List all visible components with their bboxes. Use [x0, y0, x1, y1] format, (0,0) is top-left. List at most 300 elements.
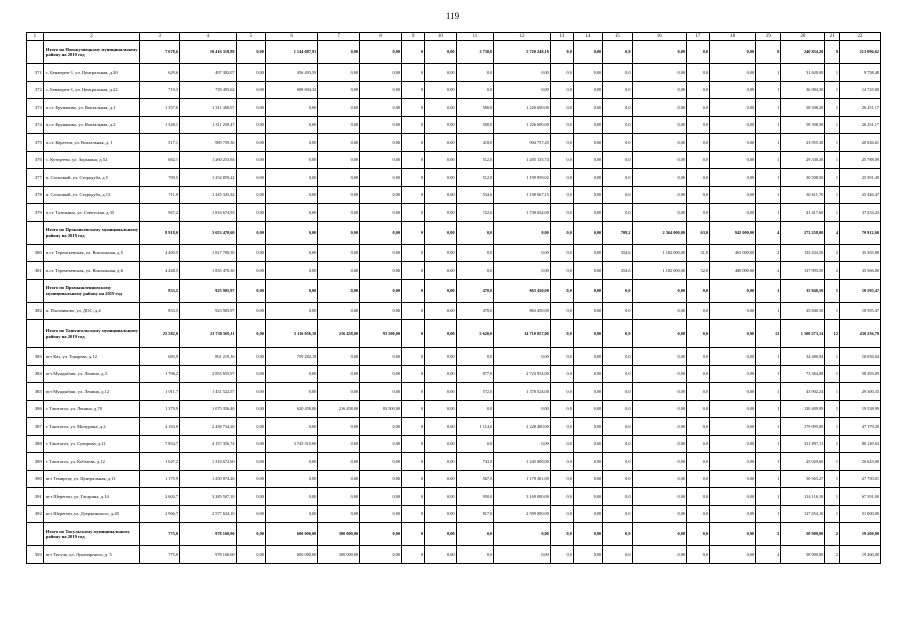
value-cell: 0,00 — [632, 523, 686, 546]
value-cell: 1 — [756, 279, 781, 302]
value-cell: 0,00 — [494, 523, 551, 546]
value-cell: 0,00 — [425, 400, 456, 418]
column-number: 16 — [632, 33, 686, 41]
value-cell: 1 260 253,94 — [179, 151, 236, 169]
value-cell: 50 563,27 — [781, 470, 825, 488]
column-number: 11 — [456, 33, 494, 41]
value-cell: 0,00 — [360, 244, 402, 262]
value-cell: 0,00 — [265, 221, 317, 244]
value-cell: 1 451 522,57 — [179, 383, 236, 401]
address-cell: п.ст. Ерунаково, ул. Вокзальная, д.2 — [43, 116, 139, 134]
value-cell: 0,00 — [632, 116, 686, 134]
address-cell: п.ст. Терентьевская, ул. Вокзальная, д.5 — [43, 244, 139, 262]
value-cell: 0,00 — [265, 418, 317, 436]
value-cell: 0,00 — [425, 64, 456, 82]
value-cell: 1 — [825, 64, 840, 82]
value-cell: 0,00 — [425, 81, 456, 99]
column-number: 2 — [43, 33, 139, 41]
value-cell: 3 285 507,10 — [179, 488, 236, 506]
value-cell: 0,00 — [573, 365, 602, 383]
value-cell: 331 897,11 — [781, 435, 825, 453]
value-cell: 2 — [756, 262, 781, 280]
value-cell: 0,00 — [318, 453, 360, 471]
row-index: 378 — [27, 186, 44, 204]
value-cell: 4 448,5 — [140, 262, 180, 280]
value-cell: 135 434,50 — [781, 244, 825, 262]
value-cell: 775,0 — [140, 523, 180, 546]
value-cell: 1 — [756, 383, 781, 401]
address-cell: п.ст. Керегеш, ул. Вокзальная, д. 1 — [43, 134, 139, 152]
value-cell: 0,0 — [550, 116, 573, 134]
value-cell: 2 602,7 — [140, 488, 180, 506]
value-cell: 0,00 — [494, 221, 551, 244]
value-cell: 709,5 — [140, 169, 180, 187]
value-cell: 213 096,62 — [839, 41, 880, 64]
value-cell: 480 000,00 — [710, 262, 756, 280]
value-cell: 1 199 859,02 — [494, 169, 551, 187]
value-cell: 0,0 — [603, 169, 632, 187]
value-cell: 0,00 — [632, 470, 686, 488]
value-cell: 1 — [756, 186, 781, 204]
value-cell: 0,00 — [573, 204, 602, 222]
value-cell: 0,00 — [425, 169, 456, 187]
value-cell: 1 — [825, 186, 840, 204]
value-cell: 683,9 — [140, 348, 180, 366]
value-cell: 0,0 — [456, 262, 494, 280]
column-number: 13 — [550, 33, 573, 41]
value-cell: 0,00 — [360, 470, 402, 488]
value-cell: 2 723 954,00 — [494, 365, 551, 383]
value-cell: 0,00 — [425, 488, 456, 506]
column-number: 8 — [360, 33, 402, 41]
value-cell: 0,00 — [632, 81, 686, 99]
value-cell: 0,00 — [236, 151, 265, 169]
value-cell: 0,00 — [236, 320, 265, 348]
value-cell: 1 — [825, 204, 840, 222]
value-cell: 0 — [402, 81, 425, 99]
value-cell: 0,00 — [425, 262, 456, 280]
row-index: 388 — [27, 435, 44, 453]
value-cell: 0,00 — [236, 221, 265, 244]
value-cell: 0,00 — [494, 546, 551, 564]
value-cell: 1 — [825, 169, 840, 187]
value-cell: 7 854,7 — [140, 435, 180, 453]
value-cell: 1 — [825, 400, 840, 418]
value-cell: 0,00 — [425, 383, 456, 401]
value-cell: 0,0 — [550, 383, 573, 401]
table-row — [27, 470, 881, 488]
value-cell: 0,00 — [425, 221, 456, 244]
value-cell: 3 169 000,00 — [494, 488, 551, 506]
value-cell: 0,00 — [710, 41, 756, 64]
value-cell: 0,0 — [603, 99, 632, 117]
value-cell: 759 282,18 — [265, 348, 317, 366]
value-cell: 0,0 — [603, 523, 632, 546]
address-cell: г. Таштагол, ул. Мичурина, д.2 — [43, 418, 139, 436]
value-cell: 83 500,00 — [360, 400, 402, 418]
value-cell: 500,0 — [456, 99, 494, 117]
value-cell: 0,00 — [265, 134, 317, 152]
value-cell: 0,0 — [687, 64, 710, 82]
value-cell: 620 458,00 — [265, 400, 317, 418]
column-number: 9 — [402, 33, 425, 41]
value-cell: 240 854,20 — [781, 41, 825, 64]
value-cell: 0,00 — [710, 453, 756, 471]
value-cell: 0,00 — [236, 488, 265, 506]
value-cell: 0,00 — [265, 244, 317, 262]
value-cell: 32,0 — [687, 262, 710, 280]
value-cell: 978 160,00 — [179, 546, 236, 564]
value-cell: 127 654,10 — [781, 505, 825, 523]
value-cell: 2 — [825, 546, 840, 564]
value-cell: 0,0 — [550, 453, 573, 471]
value-cell: 0,00 — [318, 134, 360, 152]
value-cell: 0,0 — [550, 400, 573, 418]
value-cell: 1 075 356,40 — [179, 400, 236, 418]
value-cell: 30 611,70 — [781, 186, 825, 204]
value-cell: 0,0 — [687, 505, 710, 523]
value-cell: 0,00 — [573, 302, 602, 320]
value-cell: 0,0 — [603, 470, 632, 488]
value-cell: 0,0 — [550, 348, 573, 366]
address-cell: п. Сосновый, ул. Стародуба, д.13 — [43, 186, 139, 204]
value-cell: 0,00 — [494, 262, 551, 280]
value-cell: 300 000,00 — [318, 523, 360, 546]
value-cell: 34 480,94 — [781, 348, 825, 366]
value-cell: 0,00 — [425, 302, 456, 320]
row-index: 376 — [27, 151, 44, 169]
value-cell: 0,00 — [425, 116, 456, 134]
value-cell: 0,0 — [603, 453, 632, 471]
value-cell: 923 905,97 — [179, 279, 236, 302]
value-cell: 0,0 — [456, 546, 494, 564]
value-cell: 1 796,2 — [140, 365, 180, 383]
value-cell: 30 508,50 — [781, 169, 825, 187]
value-cell: 29 330,30 — [781, 151, 825, 169]
value-cell: 0,0 — [687, 151, 710, 169]
value-cell: 945 000,00 — [710, 221, 756, 244]
value-cell: 1 245 345,32 — [179, 186, 236, 204]
value-cell: 0,00 — [360, 348, 402, 366]
value-cell: 711,9 — [140, 186, 180, 204]
value-cell: 904 757,45 — [494, 134, 551, 152]
value-cell: 0,00 — [632, 418, 686, 436]
value-cell: 0,00 — [265, 186, 317, 204]
value-cell: 0,00 — [632, 134, 686, 152]
value-cell: 4 469,5 — [140, 244, 180, 262]
value-cell: 567,0 — [456, 470, 494, 488]
row-index: 371 — [27, 64, 44, 82]
value-cell: 0,00 — [360, 453, 402, 471]
value-cell: 0,0 — [687, 546, 710, 564]
address-cell: с. Бенжереп-1, ул. Центральная, д.20 — [43, 64, 139, 82]
value-cell: 0,00 — [710, 169, 756, 187]
value-cell: 0 — [402, 383, 425, 401]
row-index: 383 — [27, 348, 44, 366]
value-cell: 0,00 — [632, 400, 686, 418]
value-cell: 0,00 — [573, 64, 602, 82]
row-index: 375 — [27, 134, 44, 152]
value-cell: 0,00 — [360, 134, 402, 152]
value-cell: 0,0 — [603, 320, 632, 348]
value-cell: 0,00 — [632, 546, 686, 564]
value-cell: 1 182 000,00 — [632, 262, 686, 280]
value-cell: 0,00 — [573, 453, 602, 471]
value-cell: 0,0 — [687, 41, 710, 64]
value-cell: 0,0 — [456, 244, 494, 262]
value-cell: 0,0 — [687, 418, 710, 436]
value-cell: 456 493,59 — [265, 64, 317, 82]
value-cell: 0,00 — [265, 383, 317, 401]
value-cell: 967,2 — [140, 204, 180, 222]
value-cell: 0,00 — [425, 348, 456, 366]
value-cell: 0,00 — [360, 418, 402, 436]
value-cell: 0,00 — [360, 99, 402, 117]
value-cell: 0,00 — [360, 279, 402, 302]
row-index — [27, 320, 44, 348]
value-cell: 0,00 — [494, 64, 551, 82]
table-row — [27, 505, 881, 523]
value-cell: 3 738,0 — [456, 41, 494, 64]
value-cell: 2 577 634,10 — [179, 505, 236, 523]
value-cell: 12 — [825, 320, 840, 348]
value-cell: 0,00 — [632, 365, 686, 383]
column-number: 20 — [781, 33, 825, 41]
value-cell: 0,00 — [710, 488, 756, 506]
value-cell: 73 364,88 — [781, 365, 825, 383]
value-cell: 0,00 — [236, 400, 265, 418]
value-cell: 0,00 — [425, 41, 456, 64]
value-cell: 0,00 — [265, 505, 317, 523]
column-number: 1 — [27, 33, 44, 41]
value-cell: 512,0 — [456, 151, 494, 169]
value-cell: 1 — [756, 348, 781, 366]
value-cell: 130 409,99 — [781, 400, 825, 418]
value-cell: 0,00 — [632, 64, 686, 82]
value-cell: 2 855 655,97 — [179, 365, 236, 383]
table-row — [27, 302, 881, 320]
value-cell: 0,00 — [265, 302, 317, 320]
value-cell: 0,0 — [550, 204, 573, 222]
value-cell: 0,00 — [573, 383, 602, 401]
value-cell: 67 391,00 — [839, 488, 880, 506]
value-cell: 0,00 — [425, 151, 456, 169]
value-cell: 37 233,43 — [839, 204, 880, 222]
value-cell: 1 — [756, 151, 781, 169]
value-cell: 0,00 — [425, 279, 456, 302]
value-cell: 517,1 — [140, 134, 180, 152]
value-cell: 0,0 — [603, 348, 632, 366]
value-cell: 817,0 — [456, 505, 494, 523]
value-cell: 0,0 — [550, 435, 573, 453]
value-cell: 1 226 600,00 — [494, 99, 551, 117]
value-cell: 743,0 — [456, 453, 494, 471]
value-cell: 0,0 — [550, 134, 573, 152]
value-cell: 18 595,47 — [839, 279, 880, 302]
value-cell: 801 219,16 — [179, 348, 236, 366]
value-cell: 21 730 569,11 — [179, 320, 236, 348]
value-cell: 0 — [402, 505, 425, 523]
value-cell: 3 745 310,00 — [265, 435, 317, 453]
value-cell: 0,00 — [710, 523, 756, 546]
column-number: 22 — [839, 33, 880, 41]
value-cell: 0,0 — [687, 99, 710, 117]
value-cell: 35 840,50 — [781, 302, 825, 320]
row-index — [27, 279, 44, 302]
row-index — [27, 523, 44, 546]
value-cell: 0,00 — [236, 418, 265, 436]
value-cell: 25 788,09 — [839, 151, 880, 169]
value-cell: 0,00 — [710, 365, 756, 383]
value-cell: 1 — [825, 81, 840, 99]
value-cell: 354,6 — [603, 262, 632, 280]
value-cell: 0,00 — [573, 546, 602, 564]
value-cell: 0,0 — [603, 435, 632, 453]
value-cell: 1 226 600,00 — [494, 116, 551, 134]
value-cell: 18 595,47 — [839, 302, 880, 320]
value-cell: 0,00 — [710, 400, 756, 418]
value-cell: 0,00 — [632, 320, 686, 348]
value-cell: 0 — [402, 204, 425, 222]
table-row — [27, 186, 881, 204]
value-cell: 0,00 — [236, 505, 265, 523]
value-cell: 0,0 — [603, 400, 632, 418]
value-cell: 0,00 — [710, 348, 756, 366]
value-cell: 0,00 — [318, 244, 360, 262]
value-cell: 0,00 — [236, 546, 265, 564]
value-cell: 0,00 — [425, 244, 456, 262]
register-table — [26, 32, 881, 564]
column-number: 10 — [425, 33, 456, 41]
value-cell: 470,0 — [456, 302, 494, 320]
value-cell: 0,0 — [550, 505, 573, 523]
value-cell: 1 738 024,00 — [494, 204, 551, 222]
row-index: 379 — [27, 204, 44, 222]
value-cell: 0,0 — [603, 279, 632, 302]
value-cell: 0,0 — [603, 41, 632, 64]
value-cell: 2 966,7 — [140, 505, 180, 523]
row-index: 380 — [27, 244, 44, 262]
value-cell: 1 — [825, 488, 840, 506]
value-cell: 600 000,00 — [265, 546, 317, 564]
address-cell: пгт Шерегеш, ул. Гагарина, д.14 — [43, 488, 139, 506]
row-index: 393 — [27, 546, 44, 564]
value-cell: 0,00 — [360, 81, 402, 99]
value-cell: 0,0 — [687, 81, 710, 99]
value-cell: 0 — [402, 320, 425, 348]
value-cell: 709,2 — [603, 221, 632, 244]
value-cell: 1 311 259,47 — [179, 116, 236, 134]
value-cell: 25 446,47 — [839, 186, 880, 204]
value-cell: 0,00 — [632, 505, 686, 523]
subtotal-label: Итого по Прокопьевскому муниципальному району на 2019 год — [43, 221, 139, 244]
value-cell: 0,0 — [550, 279, 573, 302]
value-cell: 2 364 000,00 — [632, 221, 686, 244]
value-cell: 0 — [402, 470, 425, 488]
value-cell: 80 149,63 — [839, 435, 880, 453]
value-cell: 14 725,00 — [839, 81, 880, 99]
value-cell: 0,00 — [632, 204, 686, 222]
value-cell: 10 416 318,89 — [179, 41, 236, 64]
value-cell: 0,00 — [360, 204, 402, 222]
value-cell: 0,0 — [687, 302, 710, 320]
value-cell: 0,00 — [360, 383, 402, 401]
value-cell: 36 084,30 — [781, 81, 825, 99]
value-cell: 0,0 — [687, 365, 710, 383]
value-cell: 0,00 — [573, 186, 602, 204]
value-cell: 418,0 — [456, 134, 494, 152]
table-row — [27, 488, 881, 506]
value-cell: 0,0 — [550, 365, 573, 383]
value-cell: 216 458,00 — [318, 400, 360, 418]
value-cell: 26 643,00 — [839, 453, 880, 471]
row-index: 374 — [27, 116, 44, 134]
value-cell: 0,00 — [360, 546, 402, 564]
value-cell: 1 — [825, 348, 840, 366]
value-cell: 43 902,24 — [781, 383, 825, 401]
value-cell: 0,00 — [710, 302, 756, 320]
column-number: 5 — [236, 33, 265, 41]
value-cell: 0 — [402, 41, 425, 64]
value-cell: 0,00 — [318, 470, 360, 488]
value-cell: 430 236,79 — [839, 320, 880, 348]
value-cell: 0,00 — [360, 221, 402, 244]
value-cell: 0,0 — [603, 546, 632, 564]
value-cell: 1 835 470,30 — [179, 262, 236, 280]
value-cell: 0,00 — [318, 151, 360, 169]
value-cell: 0,00 — [494, 400, 551, 418]
value-cell: 0,00 — [236, 41, 265, 64]
value-cell: 1 — [825, 453, 840, 471]
value-cell: 1 — [756, 204, 781, 222]
value-cell: 1 379,9 — [140, 400, 180, 418]
value-cell: 4 163,0 — [140, 418, 180, 436]
value-cell: 14 710 057,00 — [494, 320, 551, 348]
value-cell: 0,00 — [425, 186, 456, 204]
address-cell: п. Сосновый, ул. Стародуба, д.5 — [43, 169, 139, 187]
value-cell: 0,0 — [603, 302, 632, 320]
address-cell: п.ст. Тальжино, ул. Советская, д.35 — [43, 204, 139, 222]
value-cell: 0,00 — [632, 151, 686, 169]
value-cell: 0,0 — [550, 418, 573, 436]
value-cell: 0,00 — [236, 435, 265, 453]
column-number: 21 — [825, 33, 840, 41]
value-cell: 1 — [756, 302, 781, 320]
value-cell: 0,00 — [360, 64, 402, 82]
value-cell: 23 955,30 — [781, 134, 825, 152]
column-number: 6 — [265, 33, 317, 41]
value-cell: 863 450,00 — [494, 302, 551, 320]
table-row — [27, 383, 881, 401]
value-cell: 1 114,0 — [456, 418, 494, 436]
value-cell: 0,00 — [318, 365, 360, 383]
value-cell: 0,00 — [318, 204, 360, 222]
value-cell: 58 293,09 — [839, 365, 880, 383]
row-index — [27, 221, 44, 244]
value-cell: 0,0 — [687, 169, 710, 187]
value-cell: 0,0 — [687, 279, 710, 302]
value-cell: 0 — [402, 244, 425, 262]
value-cell: 1 205 135,74 — [494, 151, 551, 169]
value-cell: 2 — [756, 546, 781, 564]
value-cell: 31 620,00 — [781, 64, 825, 82]
value-cell: 58 900,00 — [781, 523, 825, 546]
value-cell: 833,5 — [140, 302, 180, 320]
column-number: 18 — [710, 33, 756, 41]
value-cell: 0,00 — [360, 262, 402, 280]
table-row — [27, 435, 881, 453]
value-cell: 923 905,97 — [179, 302, 236, 320]
